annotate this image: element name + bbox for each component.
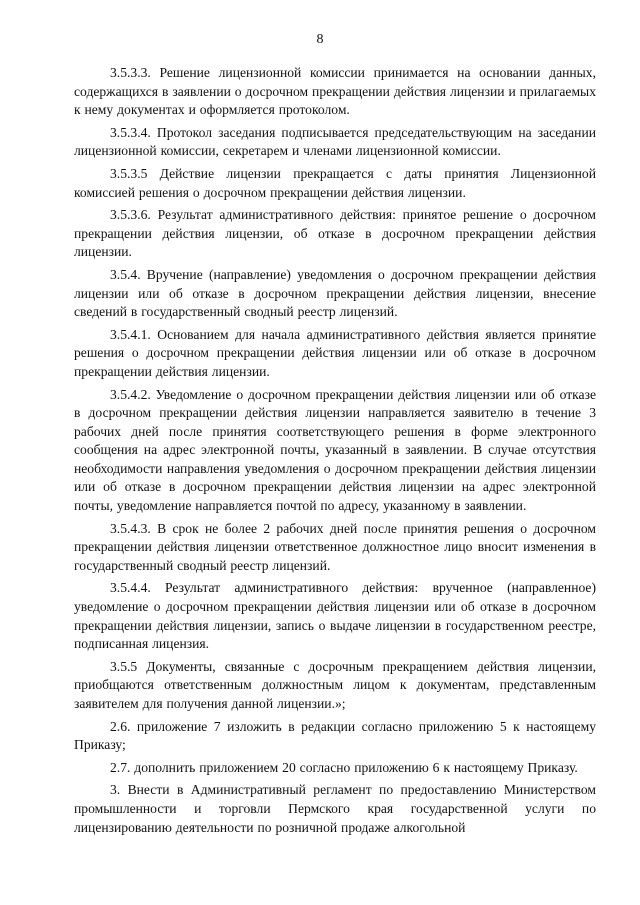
paragraph-2-6: 2.6. приложение 7 изложить в редакции согласно приложению 5 к настоящему Приказу;	[74, 718, 596, 753]
paragraph-3-5-3-3: 3.5.3.3. Решение лицензионной комиссии принимается на основании данных, содержащихся в заявлении о досрочном прекращении действия лицензии и прилагаемых к нему документах и оформляется протоколом.	[74, 65, 596, 118]
paragraph-3-5-3-4: 3.5.3.4. Протокол заседания подписывается председательствующим на заседании лицензионной комиссии, секретарем и членами лицензионной комиссии.	[74, 124, 596, 159]
paragraph-2-7: 2.7. дополнить приложением 20 согласно приложению 6 к настоящему Приказу.	[110, 759, 578, 775]
paragraph-3-5-3-5: 3.5.3.5 Действие лицензии прекращается с даты принятия Лицензионной комиссией решения о досрочном прекращении действия лицензии.	[74, 165, 596, 200]
paragraph-3-5-4: 3.5.4. Вручение (направление) уведомления о досрочном прекращении действия лицензии или об отказе в досрочном прекращении действия лицензии, внесение сведений в государственный сводный реестр лицензий.	[74, 266, 596, 320]
paragraph-3-5-4-2: 3.5.4.2. Уведомление о досрочном прекращении действия лицензии или об отказе в досрочном прекращении действия лицензии направляется заявителю в течение 3 рабочих дней после принятия соответствующего решения в форме электронного сообщения на адрес электронной почты, указанный в заявлении. В случае отсутствия необходимости направления уведомления о досрочном прекращении действия лицензии или об отказе в досрочном прекращении действия лицензии на адрес электронной почты, уведомление направляется почтой по адресу, указанному в заявлении.	[74, 386, 596, 514]
paragraph-3-5-4-3: 3.5.4.3. В срок не более 2 рабочих дней после принятия решения о досрочном прекращении действия лицензии ответственное должностное лицо вносит изменения в государственный сводный реестр лицензий.	[74, 520, 596, 573]
paragraph-3-5-3-6: 3.5.3.6. Результат административного действия: принятое решение о досрочном прекращении действия лицензии, об отказе в досрочном прекращении действия лицензии.	[74, 207, 596, 260]
document-body	[74, 64, 596, 841]
paragraph-3-5-4-1: 3.5.4.1. Основанием для начала административного действия является принятие решения о досрочном прекращении действия лицензии или об отказе в досрочном прекращении действия лицензии.	[74, 326, 596, 379]
paragraph-3-5-4-4: 3.5.4.4. Результат административного действия: врученное (направленное) уведомление о досрочном прекращении действия лицензии или об отказе в досрочном прекращении действия лицензии, запись о выдаче лицензии в государственном реестре, подписанная лицензия.	[74, 580, 596, 652]
paragraph-3-5-5: 3.5.5 Документы, связанные с досрочным прекращением действия лицензии, приобщаются ответственным должностным лицом к документам, представленным заявителем для получения данной лицензии.»;	[74, 658, 596, 711]
paragraph-3: 3. Внести в Административный регламент по предоставлению Министерством промышленности и торговли Пермского края государственной услуги по лицензированию деятельности по розничной продаже алкогольной	[74, 782, 596, 835]
page-number: 8	[316, 32, 324, 47]
